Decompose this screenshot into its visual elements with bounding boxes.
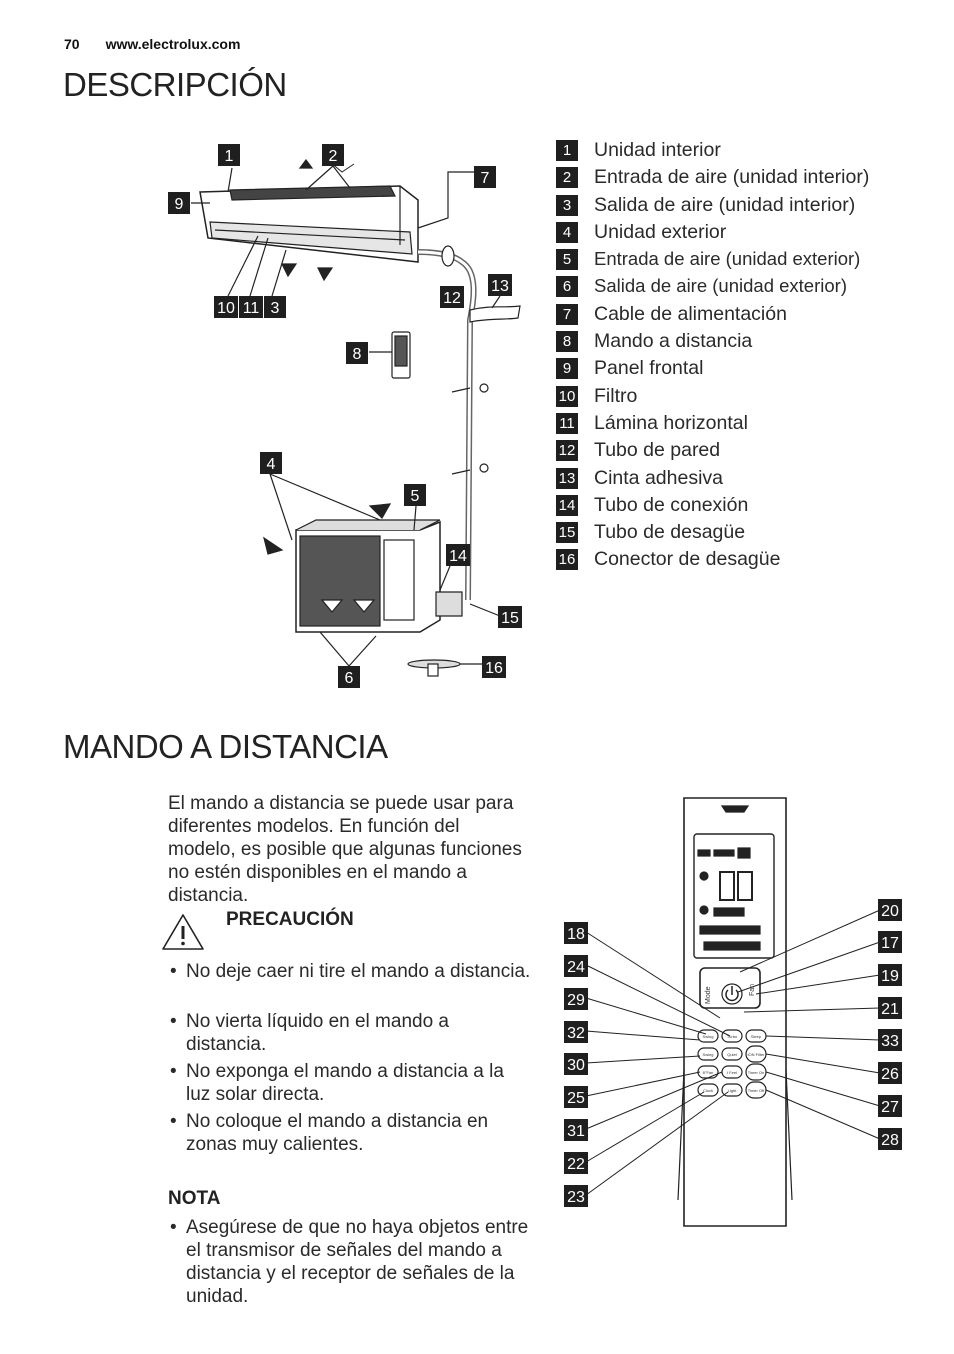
diagram-label-7: 7 bbox=[480, 170, 490, 187]
legend-label: Filtro bbox=[594, 384, 638, 407]
remote-control-diagram bbox=[560, 790, 910, 1230]
intro-paragraph: El mando a distancia se puede usar para diferentes modelos. En función del modelo, es posible que algunas funciones no estén disponibles en el mando a distancia. bbox=[168, 793, 522, 906]
diagram-label-13: 13 bbox=[491, 278, 509, 295]
legend-number: 3 bbox=[556, 195, 578, 216]
remote-label-27: 27 bbox=[881, 1099, 899, 1116]
caution-item: • No exponga el mando a distancia a la luz solar directa. bbox=[168, 1060, 528, 1106]
remote-label-29: 29 bbox=[567, 992, 585, 1009]
legend-number: 8 bbox=[556, 331, 578, 352]
legend-label: Tubo de conexión bbox=[594, 493, 749, 516]
remote-label-32: 32 bbox=[567, 1025, 585, 1042]
note-item: • Asegúrese de que no haya objetos entre el transmisor de señales del mando a distancia y el receptor de señales de la unidad. bbox=[168, 1216, 528, 1308]
diagram-label-12: 12 bbox=[443, 290, 461, 307]
legend-label: Unidad exterior bbox=[594, 220, 727, 243]
note-title: NOTA bbox=[168, 1188, 221, 1209]
diagram-label-3: 3 bbox=[270, 300, 280, 317]
remote-label-18: 18 bbox=[567, 926, 585, 943]
remote-label-19: 19 bbox=[881, 968, 899, 985]
legend-label: Lámina horizontal bbox=[594, 411, 748, 434]
button-label: Timer Off bbox=[747, 1088, 765, 1093]
legend-label: Tubo de desagüe bbox=[594, 521, 746, 544]
button-label: Sleep bbox=[750, 1034, 762, 1039]
remote-label-20: 20 bbox=[881, 903, 899, 920]
diagram-label-14: 14 bbox=[449, 548, 467, 565]
caution-text: No vierta líquido en el mando a distancia. bbox=[186, 1011, 449, 1055]
legend-label: Entrada de aire (unidad exterior) bbox=[594, 248, 861, 270]
legend-number: 5 bbox=[556, 249, 578, 270]
legend-number: 7 bbox=[556, 304, 578, 325]
diagram-label-11: 11 bbox=[242, 300, 260, 317]
legend-number: 1 bbox=[556, 140, 578, 161]
remote-label-28: 28 bbox=[881, 1132, 899, 1149]
caution-text: No coloque el mando a distancia en zonas muy calientes. bbox=[186, 1111, 489, 1155]
legend-number: 11 bbox=[556, 413, 578, 434]
legend-label: Salida de aire (unidad exterior) bbox=[594, 275, 847, 297]
diagram-label-6: 6 bbox=[344, 670, 354, 687]
legend-number: 13 bbox=[556, 468, 578, 489]
caution-item: • No vierta líquido en el mando a distancia. bbox=[168, 1010, 528, 1056]
diagram-label-15: 15 bbox=[501, 610, 519, 627]
mode-label: Mode bbox=[705, 986, 712, 1004]
diagram-label-5: 5 bbox=[410, 488, 420, 505]
legend-label: Panel frontal bbox=[594, 357, 704, 380]
diagram-label-1: 1 bbox=[224, 148, 234, 165]
button-label: ION Filter bbox=[747, 1052, 765, 1057]
remote-label-25: 25 bbox=[567, 1090, 585, 1107]
page-number: 70 bbox=[64, 36, 80, 52]
remote-label-30: 30 bbox=[567, 1057, 585, 1074]
diagram-label-10: 10 bbox=[217, 300, 235, 317]
diagram-label-8: 8 bbox=[352, 346, 362, 363]
legend-number: 16 bbox=[556, 549, 578, 570]
button-label: Clock bbox=[702, 1088, 714, 1093]
caution-text: No deje caer ni tire el mando a distancia. bbox=[186, 961, 531, 982]
page-header bbox=[64, 36, 240, 52]
installation-diagram bbox=[160, 138, 540, 698]
legend-label: Cinta adhesiva bbox=[594, 466, 723, 489]
legend-number: 4 bbox=[556, 222, 578, 243]
caution-item: • No coloque el mando a distancia en zonas muy calientes. bbox=[168, 1110, 528, 1156]
legend-number: 2 bbox=[556, 167, 578, 188]
legend-label: Mando a distancia bbox=[594, 330, 753, 353]
legend-number: 6 bbox=[556, 276, 578, 297]
remote-label-24: 24 bbox=[567, 959, 585, 976]
legend-number: 12 bbox=[556, 440, 578, 461]
legend-number: 10 bbox=[556, 386, 578, 407]
legend-label: Salida de aire (unidad interior) bbox=[594, 193, 856, 216]
warning-icon bbox=[160, 912, 206, 952]
button-label: Light bbox=[727, 1088, 737, 1093]
legend-number: 9 bbox=[556, 358, 578, 379]
legend-label: Conector de desagüe bbox=[594, 548, 781, 571]
legend-label: Entrada de aire (unidad interior) bbox=[594, 166, 870, 189]
legend-label: Tubo de pared bbox=[594, 439, 721, 462]
remote-label-26: 26 bbox=[881, 1066, 899, 1083]
fan-label: Fan bbox=[749, 983, 756, 996]
legend-number: 15 bbox=[556, 522, 578, 543]
diagram-label-16: 16 bbox=[485, 660, 503, 677]
legend-label: Unidad interior bbox=[594, 139, 721, 161]
button-label: 8°Fan bbox=[702, 1070, 714, 1075]
section-title-descripcion: DESCRIPCIÓN bbox=[63, 66, 287, 103]
remote-label-23: 23 bbox=[567, 1189, 585, 1206]
legend-label: Cable de alimentación bbox=[594, 302, 787, 325]
website-link[interactable]: www.electrolux.com bbox=[105, 36, 241, 52]
button-label: I Feel bbox=[726, 1070, 738, 1075]
diagram-label-2: 2 bbox=[328, 148, 338, 165]
remote-label-17: 17 bbox=[881, 935, 899, 952]
diagram-label-9: 9 bbox=[174, 196, 184, 213]
button-label: Swing bbox=[702, 1034, 714, 1039]
button-label: Swing bbox=[702, 1052, 714, 1057]
remote-label-31: 31 bbox=[567, 1123, 585, 1140]
remote-label-22: 22 bbox=[567, 1156, 585, 1173]
button-label: Quiet bbox=[727, 1052, 737, 1057]
remote-label-21: 21 bbox=[881, 1001, 899, 1018]
caution-item: • No deje caer ni tire el mando a distancia. bbox=[170, 961, 531, 982]
legend-number: 14 bbox=[556, 495, 578, 516]
button-label: Timer On bbox=[747, 1070, 765, 1075]
button-label: Turbo bbox=[726, 1034, 738, 1039]
diagram-label-4: 4 bbox=[266, 456, 276, 473]
caution-title: PRECAUCIÓN bbox=[226, 909, 354, 930]
remote-label-33: 33 bbox=[881, 1033, 899, 1050]
note-text: Asegúrese de que no haya objetos entre el transmisor de señales del mando a distancia y el receptor de señales de la unidad. bbox=[186, 1217, 529, 1307]
section-title-mando: MANDO A DISTANCIA bbox=[63, 728, 388, 765]
caution-text: No exponga el mando a distancia a la luz solar directa. bbox=[186, 1061, 504, 1105]
